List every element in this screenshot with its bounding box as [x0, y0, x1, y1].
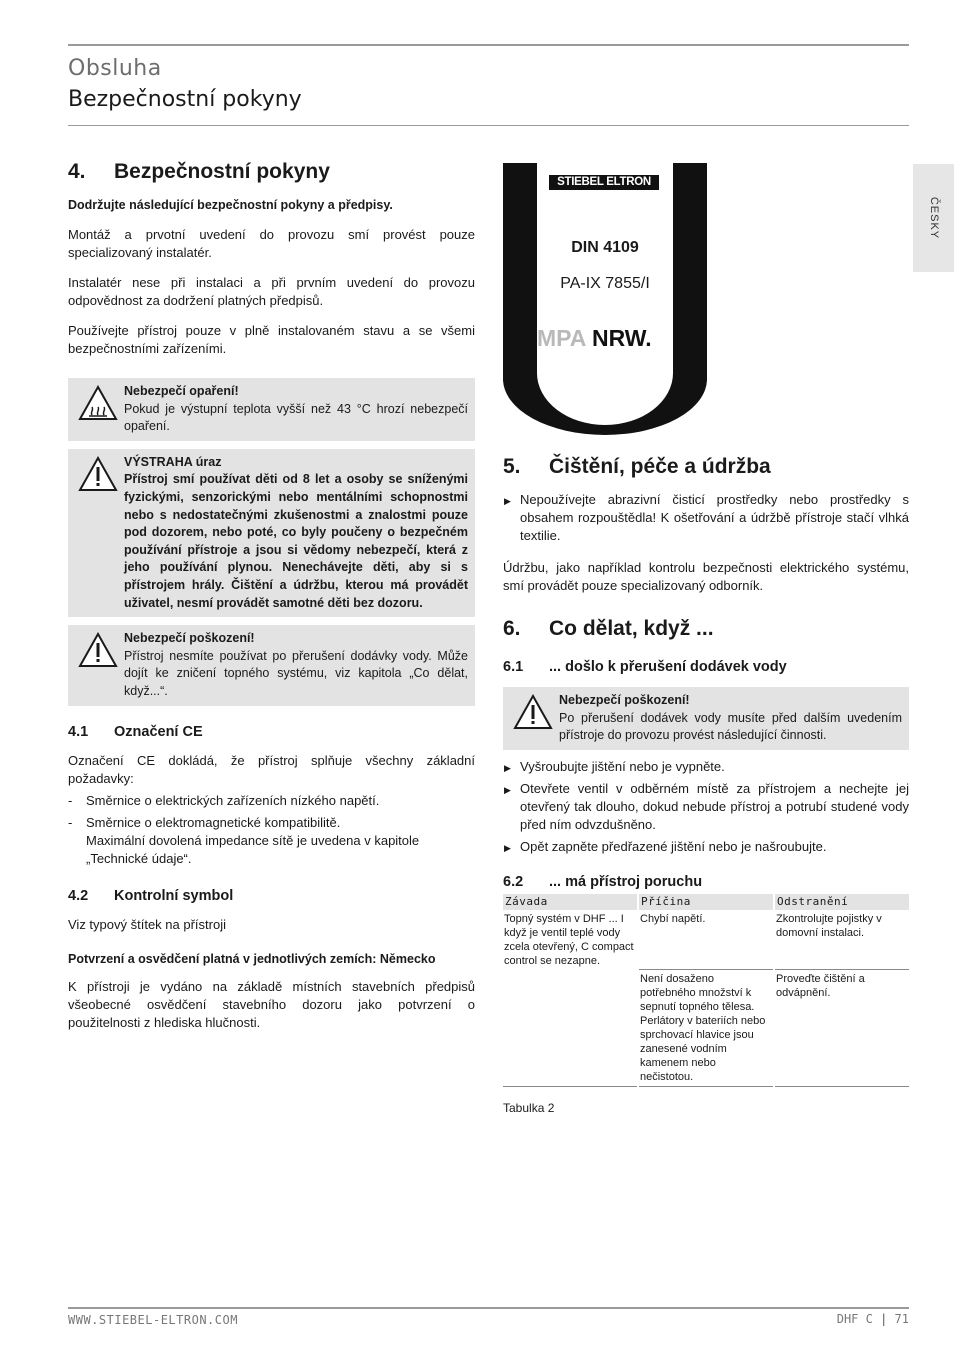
table-cell: Topný systém v DHF ... I když je ventil teplé vody zcela otevřený, C compact control se nezapne. — [504, 912, 634, 967]
heading-sec4: 4. Bezpečnostní pokyny — [68, 160, 330, 183]
table-cell — [503, 970, 638, 1087]
cert-din: DIN 4109 — [571, 239, 639, 256]
warning-damage-text: Přístroj nesmíte používat po přerušení dodávky vody. Může dojít ke zničení topného systému, viz kapitola „Co dělat, když...“. — [124, 648, 468, 698]
table-cell: Proveďte čištění a odvápnění. — [774, 970, 909, 1087]
sec4-intro: Dodržujte následující bezpečnostní pokyny a předpisy. — [68, 198, 393, 212]
cleaning-list — [503, 491, 909, 545]
column-header: Odstranění — [774, 894, 909, 910]
sec42-bold: Potvrzení a osvědčení platná v jednotlivých zemích: Německo — [68, 951, 436, 966]
exclamation-warning-icon — [513, 692, 559, 745]
sec41-para: Označení CE dokládá, že přístroj splňuje všechny základní požadavky: — [68, 752, 475, 786]
table-cell: Chybí napětí. — [638, 910, 774, 970]
left-column — [68, 160, 475, 1044]
heading-sec6: 6. Co dělat, když ... — [503, 617, 714, 640]
list-item: ▶ Otevřete ventil v odběrném místě za přístrojem a nechejte jej otevřený tak dlouho, dokud nebude přístroj a potrubí studené vody před ním odvzdušněno. — [503, 780, 909, 834]
footer-url: WWW.STIEBEL-ELTRON.COM — [68, 1313, 238, 1327]
cert-mpa-nrw: MPA NRW. — [537, 325, 652, 351]
heading-sec42: 4.2 Kontrolní symbol — [68, 887, 234, 904]
header-top-rule — [68, 44, 909, 46]
heading-sec62: 6.2 ... má přístroj poruchu — [503, 873, 703, 890]
mpa-nrw-certification-mark — [503, 163, 707, 435]
table-cell: Není dosaženo potřebného množství k sepnutí topného tělesa. Perlátory v bateriích nebo sprchovací hlavice jsou zanesené vodním kamenem nebo nečistotou. — [638, 970, 774, 1087]
list-item: - Směrnice o elektrických zařízeních nízkého napětí. — [68, 792, 475, 810]
sec4-para3: Používejte přístroj pouze v plně instalovaném stavu a se všemi bezpečnostními zařízeními. — [68, 323, 475, 356]
sec4-para2: Instalatér nese při instalaci a při prvním uvedení do provozu odpovědnost za dodržení platných předpisů. — [68, 275, 475, 308]
warning-water-interruption — [503, 687, 909, 750]
warning-injury-text: Přístroj smí používat děti od 8 let a osoby se sníženými fyzickými, senzorickými nebo mentálními schopnostmi nebo s nedostatečnými zkušenostmi a znalostmi pouze pod dozorem, nebo poté, co byly poučeny o bezpečném používání přístroje a jsou si vědomy nebezpečí, která z jeho používání plynou. Nenechávejte děti, aby si s přístrojem hrály. Čištění a údržbu, kterou má provádět uživatel, nesmí provádět samotné děti bez dozoru. — [124, 472, 468, 610]
warning-injury-title: VÝSTRAHA úraz — [124, 454, 222, 469]
table-row — [503, 970, 909, 1087]
fault-table — [503, 894, 909, 1088]
warning-scald-title: Nebezpečí opaření! — [124, 384, 239, 398]
warning-scald-text: Pokud je výstupní teplota vyšší než 43 °C hrozí nebezpečí opaření. — [124, 401, 468, 434]
footer-rule — [68, 1307, 909, 1309]
table-caption: Tabulka 2 — [503, 1101, 555, 1116]
table-header-row — [503, 894, 909, 910]
header-bottom-rule — [68, 125, 909, 126]
cert-brand: STIEBEL ELTRON — [557, 176, 651, 188]
table-row — [503, 910, 909, 970]
heading-sec5: 5. Čištění, péče a údržba — [503, 455, 771, 478]
warning-text: Po přerušení dodávek vody musíte před dalším uvedením přístroje do provozu provést následující činnosti. — [559, 710, 902, 743]
water-interruption-steps — [503, 758, 909, 856]
list-item: ▶ Opět zapněte předřazené jištění nebo je našroubujte. — [503, 838, 909, 856]
footer-page-info: DHF C | 71 — [836, 1312, 909, 1326]
column-header: Příčina — [638, 894, 774, 910]
warning-scald — [68, 378, 475, 441]
heading-sec61: 6.1 ... došlo k přerušení dodávek vody — [503, 659, 787, 675]
warning-damage — [68, 625, 475, 705]
exclamation-warning-icon — [78, 630, 124, 700]
warning-injury — [68, 449, 475, 617]
right-column — [503, 455, 909, 1115]
cert-number: PA-IX 7855/I — [560, 275, 650, 292]
list-item: ▶ Nepoužívejte abrazivní čisticí prostředky nebo prostředky s obsahem rozpouštědla! K ošetřování a údržbě přístroje stačí vlhká textilie. — [503, 491, 909, 545]
hot-surface-warning-icon — [78, 383, 124, 436]
sec5-para: Údržbu, jako například kontrolu bezpečnosti elektrického systému, smí provádět pouze specializovaný odborník. — [503, 560, 909, 593]
heading-sec41: 4.1 Označení CE — [68, 723, 203, 740]
language-tab — [913, 164, 954, 272]
warning-damage-title: Nebezpečí poškození! — [124, 631, 255, 646]
table-cell: Zkontrolujte pojistky v domovní instalaci. — [774, 910, 909, 970]
column-header: Závada — [503, 894, 638, 910]
language-label: ČESKY — [927, 196, 940, 240]
ce-directive-list — [68, 792, 475, 868]
section-title: Bezpečnostní pokyny — [68, 87, 302, 112]
exclamation-warning-icon — [78, 454, 124, 612]
sec42-para2: K přístroji je vydáno na základě místních stavebních předpisů všeobecné osvědčení stavebního dozoru jako potvrzení o použitelnosti z hlediska hlučnosti. — [68, 978, 475, 1030]
sec42-para: Viz typový štítek na přístroji — [68, 916, 226, 932]
warning-title: Nebezpečí poškození! — [559, 693, 690, 707]
list-item: ▶ Vyšroubujte jištění nebo je vypněte. — [503, 758, 909, 776]
sec4-para1: Montáž a prvotní uvedení do provozu smí provést pouze specializovaný instalatér. — [68, 227, 475, 260]
list-item: - Směrnice o elektromagnetické kompatibilitě. Maximální dovolená impedance sítě je uvedena v kapitole „Technické údaje“. — [68, 814, 475, 868]
chapter-title: Obsluha — [68, 56, 162, 81]
